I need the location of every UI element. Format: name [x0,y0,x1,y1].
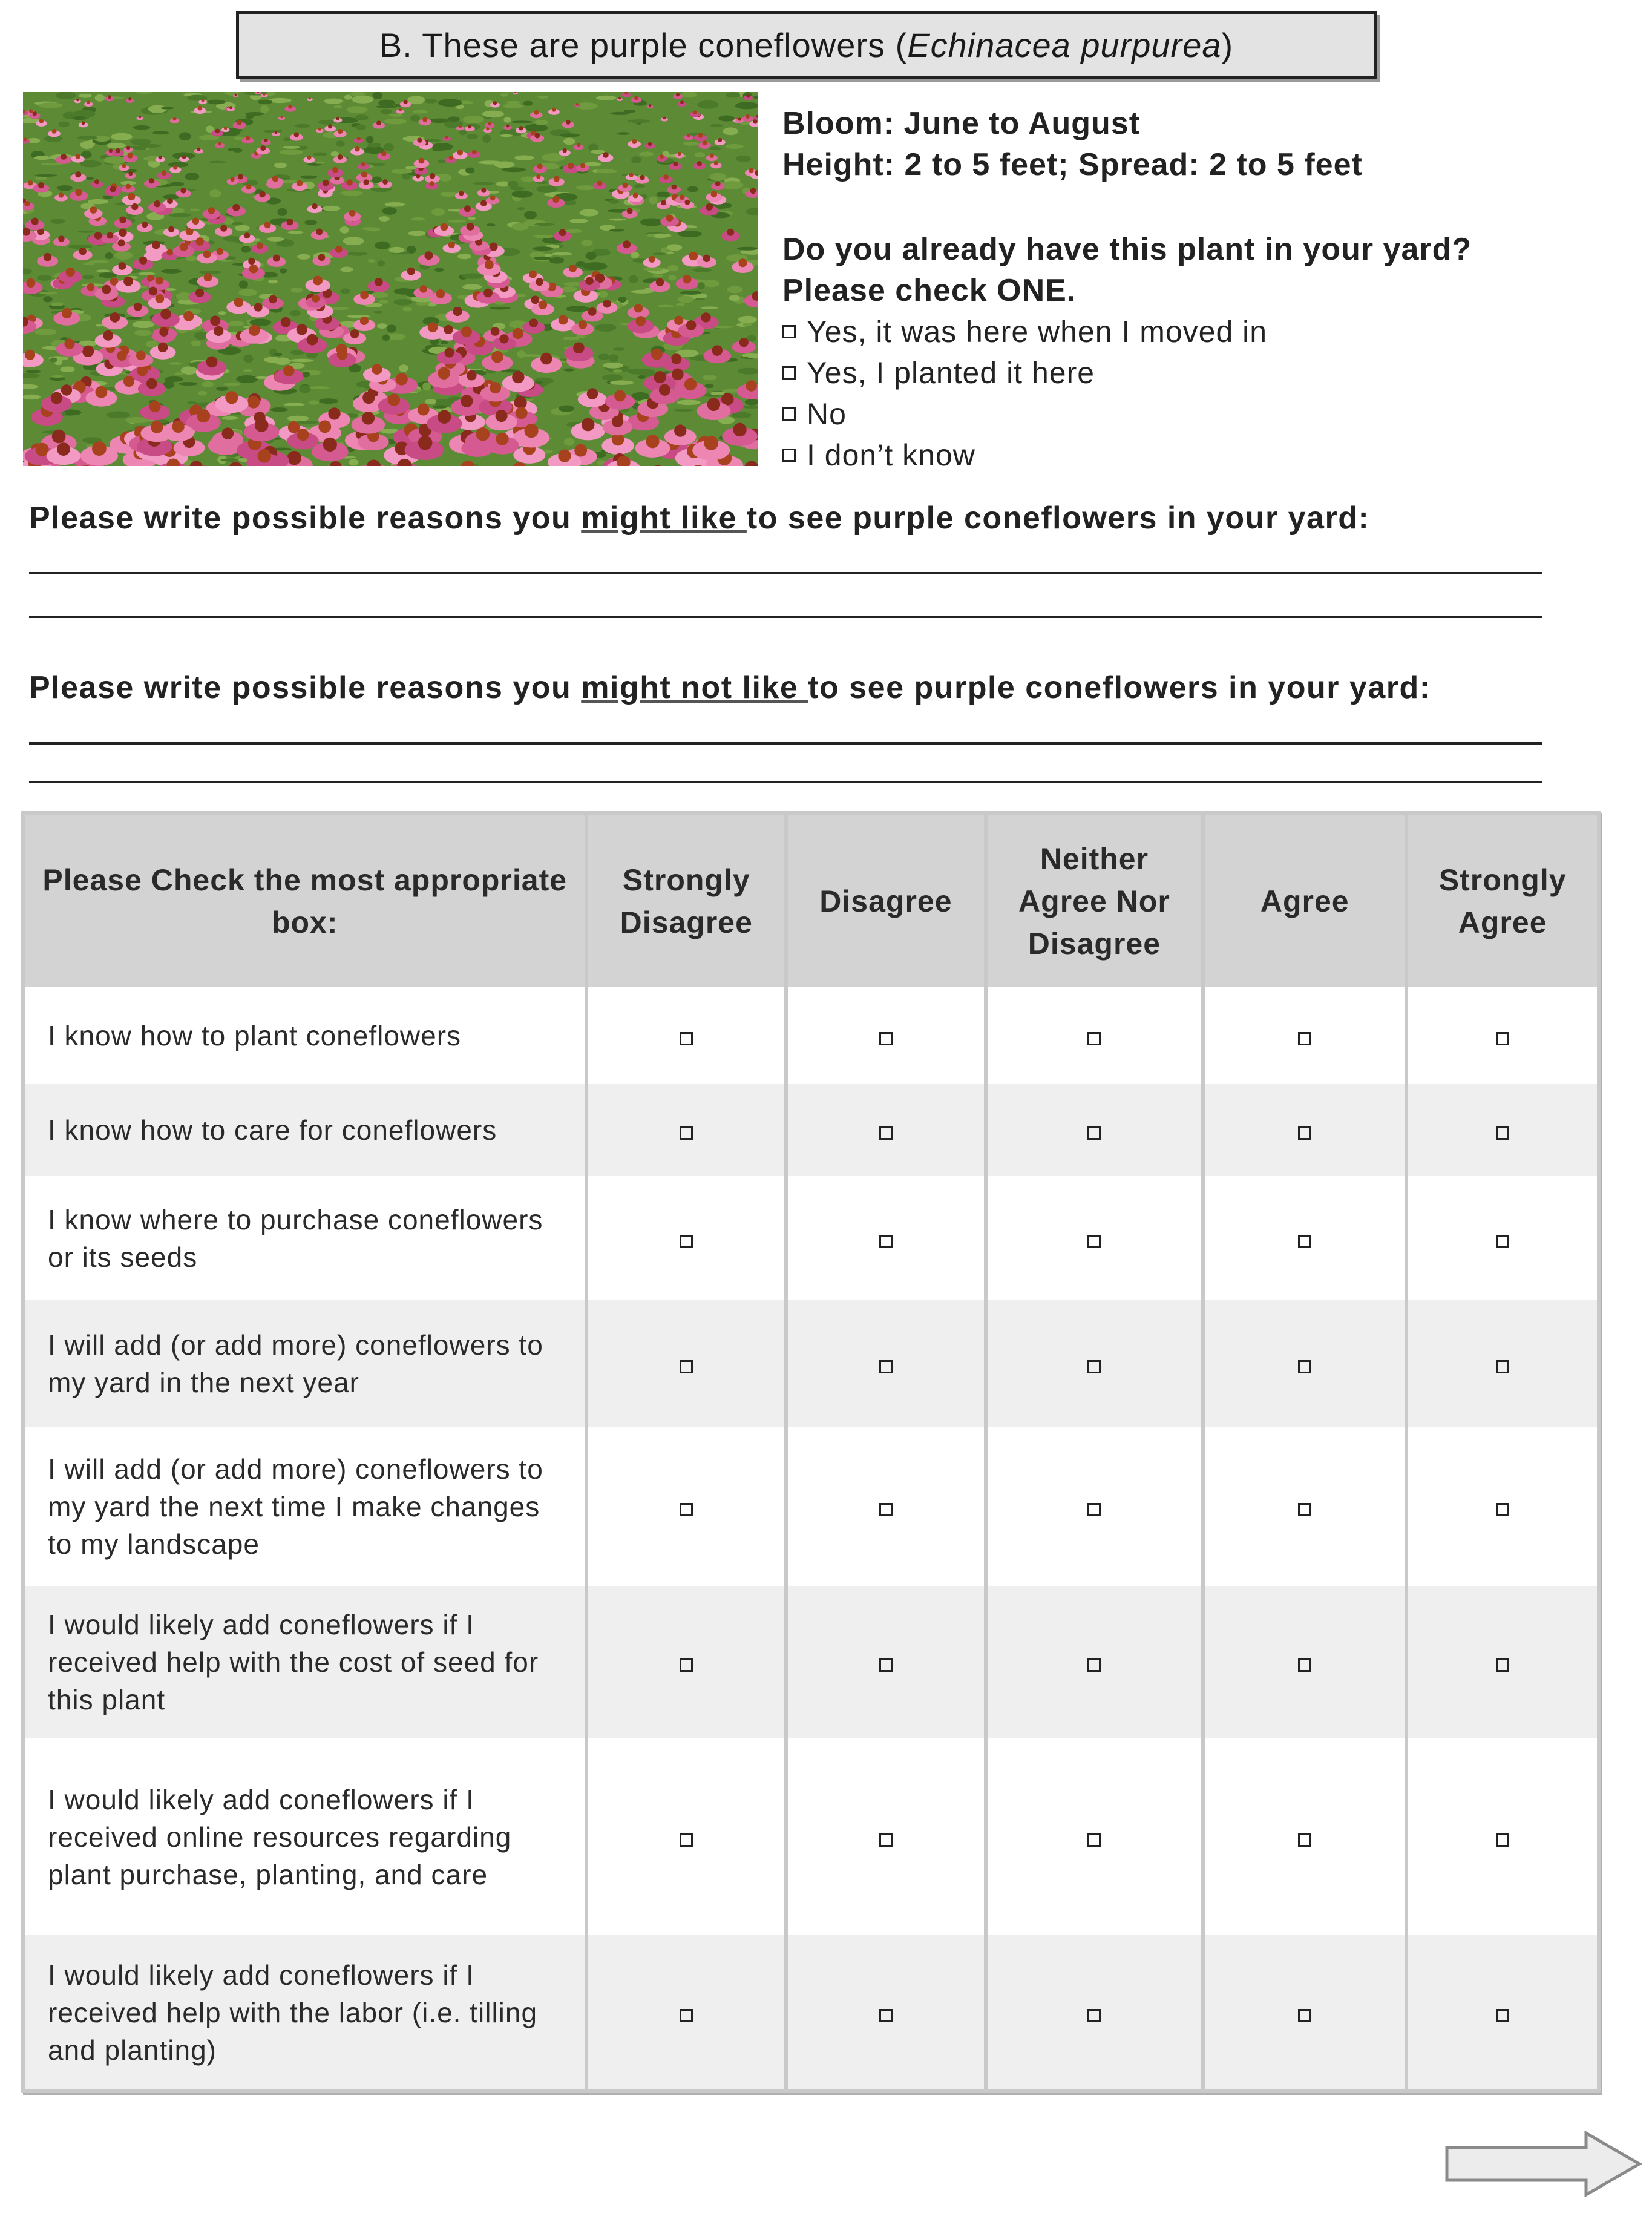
rating-cell[interactable] [1406,1176,1599,1300]
checkbox-icon[interactable] [680,1360,693,1373]
rating-cell[interactable] [1203,1935,1406,2091]
rating-cell[interactable] [1406,987,1599,1084]
statement-text: I will add (or add more) coneflowers to my yard the next time I make changes to my landscape [23,1427,586,1586]
rating-cell[interactable] [786,987,986,1084]
rating-cell[interactable] [1406,1427,1599,1586]
col-disagree: Disagree [786,813,986,987]
checkbox-icon[interactable] [1087,1126,1101,1140]
coneflower-photo [23,92,758,466]
checkbox-icon[interactable] [782,407,796,421]
checkbox-icon[interactable] [1087,1235,1101,1248]
rating-cell[interactable] [586,1176,786,1300]
rating-cell[interactable] [586,1935,786,2091]
like-prompt: Please write possible reasons you might like to see purple coneflowers in your yard: [29,501,1370,536]
rating-cell[interactable] [586,1084,786,1176]
rating-cell[interactable] [1203,1586,1406,1738]
table-row [23,1176,1599,1300]
checkbox-icon[interactable] [1298,1833,1311,1847]
bloom-info: Bloom: June to August [782,106,1141,141]
rating-cell[interactable] [586,1738,786,1935]
checkbox-icon[interactable] [680,1032,693,1045]
checkbox-icon[interactable] [1298,2009,1311,2022]
checkbox-icon[interactable] [1087,1833,1101,1847]
checkbox-icon[interactable] [879,1235,893,1248]
not-like-answer-line-2[interactable] [29,781,1542,783]
rating-cell[interactable] [986,1084,1203,1176]
checkbox-icon[interactable] [680,1833,693,1847]
table-row [23,987,1599,1084]
rating-cell[interactable] [1203,1427,1406,1586]
table-header-row [23,813,1599,987]
plant-info [782,103,1642,476]
checkbox-icon[interactable] [1087,2009,1101,2022]
coneflower-field-image [23,92,758,466]
checkbox-icon[interactable] [1298,1360,1311,1373]
rating-cell[interactable] [986,1176,1203,1300]
rating-cell[interactable] [786,1176,986,1300]
checkbox-icon[interactable] [1496,1833,1509,1847]
checkbox-icon[interactable] [1496,1360,1509,1373]
checkbox-icon[interactable] [680,1658,693,1672]
like-answer-line-1[interactable] [29,572,1542,574]
checkbox-icon[interactable] [1496,1032,1509,1045]
rating-cell[interactable] [1406,1300,1599,1427]
rating-cell[interactable] [1406,1935,1599,2091]
checkbox-icon[interactable] [680,1126,693,1140]
rating-cell[interactable] [1203,1300,1406,1427]
size-info: Height: 2 to 5 feet; Spread: 2 to 5 feet [782,147,1363,182]
statement-text: I know how to plant coneflowers [23,987,586,1084]
checkbox-icon[interactable] [1298,1126,1311,1140]
checkbox-icon[interactable] [1496,1658,1509,1672]
rating-cell[interactable] [586,1427,786,1586]
rating-cell[interactable] [986,1300,1203,1427]
rating-cell[interactable] [786,1084,986,1176]
section-title [236,11,1377,79]
table-row [23,1935,1599,2091]
table-row [23,1738,1599,1935]
statement-text: I know how to care for coneflowers [23,1084,586,1176]
agreement-table [21,811,1601,2093]
rating-cell[interactable] [986,1586,1203,1738]
option-dont-know[interactable]: I don’t know [782,435,1642,476]
table-row [23,1084,1599,1176]
title-scientific-name: Echinacea purpurea [907,25,1222,64]
rating-cell[interactable] [1406,1738,1599,1935]
statement-text: I would likely add coneflowers if I received help with the cost of seed for this plant [23,1586,586,1738]
checkbox-icon[interactable] [1298,1235,1311,1248]
checkbox-icon[interactable] [1496,2009,1509,2022]
not-like-prompt: Please write possible reasons you might not like to see purple coneflowers in your yard: [29,670,1431,705]
checkbox-icon[interactable] [1087,1503,1101,1516]
checkbox-icon[interactable] [1496,1235,1509,1248]
rating-cell[interactable] [986,1427,1203,1586]
option-planted[interactable]: Yes, I planted it here [782,352,1642,393]
rating-cell[interactable] [786,1427,986,1586]
checkbox-icon[interactable] [879,1032,893,1045]
checkbox-icon[interactable] [782,366,796,380]
table-row [23,1300,1599,1427]
rating-cell[interactable] [786,1586,986,1738]
checkbox-icon[interactable] [782,449,796,462]
rating-cell[interactable] [1203,1176,1406,1300]
title-prefix: B. These are purple coneflowers ( [379,25,908,64]
checkbox-icon[interactable] [879,1503,893,1516]
table-row [23,1586,1599,1738]
option-no[interactable]: No [782,393,1642,435]
statement-text: I would likely add coneflowers if I received online resources regarding plant purchase, planting, and care [23,1738,586,1935]
col-strongly-agree: Strongly Agree [1406,813,1599,987]
rating-cell[interactable] [1406,1084,1599,1176]
checkbox-icon[interactable] [1087,1360,1101,1373]
rating-cell[interactable] [1203,1084,1406,1176]
checkbox-icon[interactable] [879,1126,893,1140]
like-answer-line-2[interactable] [29,616,1542,618]
rating-cell[interactable] [986,1935,1203,2091]
rating-cell[interactable] [986,987,1203,1084]
checkbox-icon[interactable] [879,1833,893,1847]
statement-text: I know where to purchase coneflowers or its seeds [23,1176,586,1300]
statement-text: I would likely add coneflowers if I received help with the labor (i.e. tilling and planting) [23,1935,586,2091]
not-like-answer-line-1[interactable] [29,742,1542,745]
yard-question: Do you already have this plant in your yard? [782,232,1472,267]
col-neither: Neither Agree Nor Disagree [986,813,1203,987]
col-strongly-disagree: Strongly Disagree [586,813,786,987]
col-agree: Agree [1203,813,1406,987]
checkbox-icon[interactable] [782,325,796,338]
checkbox-icon[interactable] [1087,1032,1101,1045]
checkbox-icon[interactable] [1298,1032,1311,1045]
statement-text: I will add (or add more) coneflowers to my yard in the next year [23,1300,586,1427]
checkbox-icon[interactable] [1298,1503,1311,1516]
checkbox-icon[interactable] [1087,1658,1101,1672]
checkbox-icon[interactable] [680,1235,693,1248]
rating-cell[interactable] [586,987,786,1084]
rating-cell[interactable] [1203,1738,1406,1935]
checkbox-icon[interactable] [879,2009,893,2022]
statement-header: Please Check the most appropriate box: [23,813,586,987]
checkbox-icon[interactable] [1496,1126,1509,1140]
checkbox-icon[interactable] [879,1360,893,1373]
rating-cell[interactable] [586,1300,786,1427]
title-suffix: ) [1221,25,1234,64]
table-row [23,1427,1599,1586]
rating-cell[interactable] [1406,1586,1599,1738]
checkbox-icon[interactable] [879,1658,893,1672]
checkbox-icon[interactable] [680,2009,693,2022]
rating-cell[interactable] [986,1738,1203,1935]
rating-cell[interactable] [1203,987,1406,1084]
rating-cell[interactable] [786,1935,986,2091]
next-arrow-icon[interactable] [1443,2131,1643,2197]
checkbox-icon[interactable] [680,1503,693,1516]
option-moved-in[interactable]: Yes, it was here when I moved in [782,311,1642,352]
rating-cell[interactable] [786,1738,986,1935]
checkbox-icon[interactable] [1496,1503,1509,1516]
rating-cell[interactable] [586,1586,786,1738]
check-one-instruction: Please check ONE. [782,273,1077,308]
checkbox-icon[interactable] [1298,1658,1311,1672]
rating-cell[interactable] [786,1300,986,1427]
